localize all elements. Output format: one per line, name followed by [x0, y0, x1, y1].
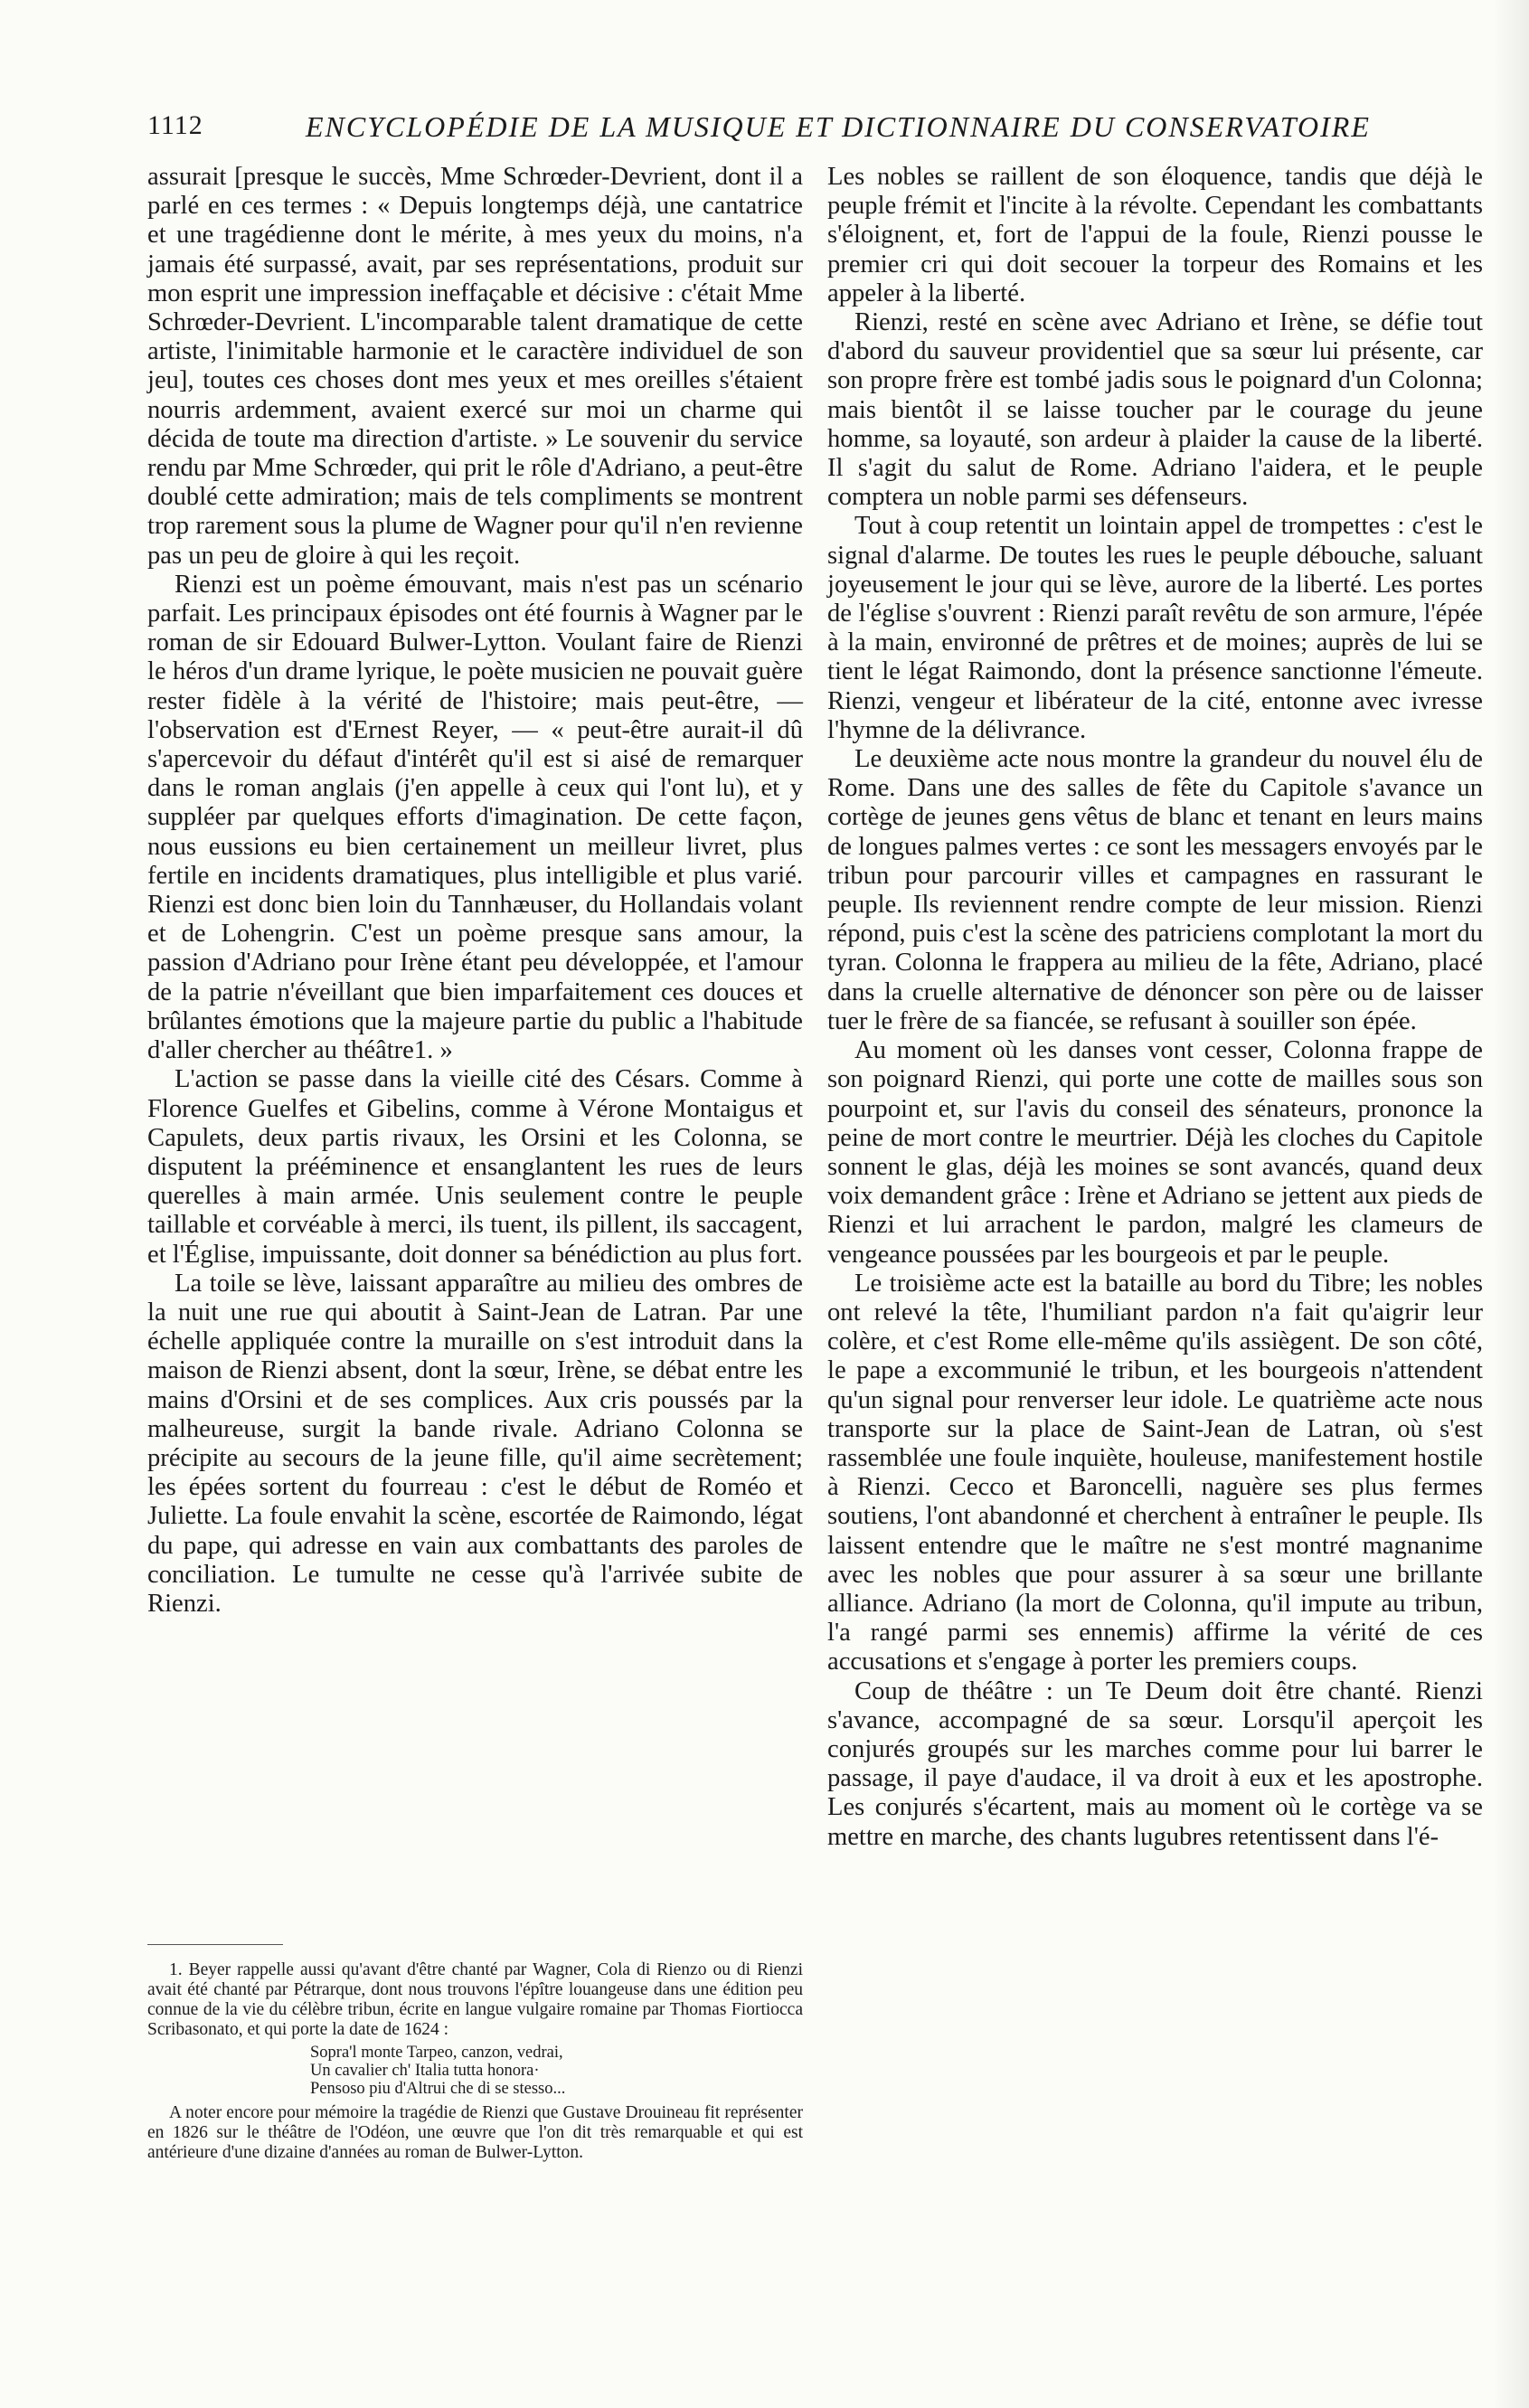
- footnote: 1. Beyer rappelle aussi qu'avant d'être chanté par Wagner, Cola di Rienzo ou di Rienzi avait été chanté par Pétrarque, dont nous trouvons l'épître louangeuse dans une édition peu connue de la vie du célèbre tribun, écrite en langue vulgaire romaine par Thomas Fiortiocca Scribasonato, et qui porte la date de 1624 :: [147, 1960, 803, 2039]
- left-column: [147, 163, 803, 1619]
- footnote-divider: [147, 1944, 283, 1945]
- paragraph: Le troisième acte est la bataille au bord du Tibre; les nobles ont relevé la tête, l'humiliant pardon n'a fait qu'aigrir leur colère, et c'est Rome elle-même qu'ils assiègent. De son côté, le pape a excommunié le tribun, et les bourgeois n'attendent qu'un signal pour renverser leur idole. Le quatrième acte nous transporte sur la place de Saint-Jean de Latran, où s'est rassemblée une foule inquiète, houleuse, manifestement hostile à Rienzi. Cecco et Baroncelli, naguère ses plus fermes soutiens, l'ont abandonné et cherchent à entraîner le peuple. Ils laissent entendre que le maître ne s'est montré magnanime avec les nobles que pour assurer à sa sœur une brillante alliance. Adriano (la mort de Colonna, qu'il impute au tribun, l'a rangé parmi ses ennemis) affirme la vérité de ces accusations et s'engage à porter les premiers coups.: [827, 1269, 1483, 1676]
- running-title: ENCYCLOPÉDIE DE LA MUSIQUE ET DICTIONNAIRE DU CONSERVATOIRE: [306, 110, 1371, 143]
- paragraph: Rienzi est un poème émouvant, mais n'est pas un scénario parfait. Les principaux épisodes ont été fournis à Wagner par le roman de sir Edouard Bulwer-Lytton. Voulant faire de Rienzi le héros d'un drame lyrique, le poète musicien ne pouvait guère rester fidèle à la vérité de l'histoire; mais peut-être, — l'observation est d'Ernest Reyer, — « peut-être aurait-il dû s'apercevoir du défaut d'intérêt qu'il est si aisé de remarquer dans le roman anglais (j'en appelle à ceux qui l'ont lu), et y suppléer par quelques efforts d'imagination. De cette façon, nous eussions eu bien certainement un meilleur livret, plus fertile en incidents dramatiques, plus intelligible et plus varié. Rienzi est donc bien loin du Tannhæuser, du Hollandais volant et de Lohengrin. C'est un poème presque sans amour, la passion d'Adriano pour Irène étant peu développée, et l'amour de la patrie n'éveillant que bien imparfaitement ces douces et brûlantes émotions que la majeure partie du public a l'habitude d'aller chercher au théâtre1. »: [147, 570, 803, 1065]
- paragraph: Le deuxième acte nous montre la grandeur du nouvel élu de Rome. Dans une des salles de fête du Capitole s'avance un cortège de jeunes gens vêtus de blanc et tenant en leurs mains de longues palmes vertes : ce sont les messagers envoyés par le tribun pour parcourir villes et campagnes en rassurant le peuple. Ils reviennent rendre compte de leur mission. Rienzi répond, puis c'est la scène des patriciens complotant la mort du tyran. Colonna le frappera au milieu de la fête, Adriano, placé dans la cruelle alternative de dénoncer son père ou de laisser tuer le frère de sa fiancée, se refusant à souiller son épée.: [827, 745, 1483, 1035]
- page-edge-shadow: [1493, 0, 1529, 2408]
- page-number: 1112: [147, 110, 203, 140]
- paragraph: L'action se passe dans la vieille cité des Césars. Comme à Florence Guelfes et Gibelins, comme à Vérone Montaigus et Capulets, deux partis rivaux, les Orsini et les Colonna, se disputent la prééminence et ensanglantent les rues de leurs querelles à main armée. Unis seulement contre le peuple taillable et corvéable à merci, ils tuent, ils pillent, ils saccagent, et l'Église, impuissante, doit donner sa bénédiction au plus fort.: [147, 1065, 803, 1269]
- paragraph: Rienzi, resté en scène avec Adriano et Irène, se défie tout d'abord du sauveur providentiel que sa sœur lui présente, car son propre frère est tombé jadis sous le poignard d'un Colonna; mais bientôt il se laisse toucher par le courage du jeune homme, sa loyauté, son ardeur à plaider la cause de la liberté. Il s'agit du salut de Rome. Adriano l'aidera, et le peuple comptera un noble parmi ses défenseurs.: [827, 308, 1483, 512]
- page-header: [147, 110, 1468, 146]
- verse-line: Pensoso piu d'Altrui che di se stesso...: [310, 2080, 566, 2098]
- footnotes: [147, 1960, 803, 2163]
- paragraph: assurait [presque le succès, Mme Schrœder-Devrient, dont il a parlé en ces termes : « Depuis longtemps déjà, une cantatrice et une tragédienne dont le mérite, à mes yeux du moins, n'a jamais été surpassé, avait, par ses représentations, produit sur mon esprit une impression ineffaçable et décisive : c'était Mme Schrœder-Devrient. L'incomparable talent dramatique de cette artiste, l'inimitable harmonie et le caractère individuel de son jeu], toutes ces choses dont mes yeux et mes oreilles s'étaient nourris ardemment, avaient exercé sur moi un charme qui décida de toute ma direction d'artiste. » Le souvenir du service rendu par Mme Schrœder, qui prit le rôle d'Adriano, a peut-être doublé cette admiration; mais de tels compliments se montrent trop rarement sous la plume de Wagner pour qu'il n'en revienne pas un peu de gloire à qui les reçoit.: [147, 163, 803, 570]
- right-column: [827, 163, 1483, 1852]
- paragraph: Au moment où les danses vont cesser, Colonna frappe de son poignard Rienzi, qui porte une cotte de mailles sous son pourpoint et, sur l'avis du conseil des sénateurs, prononce la peine de mort contre le meurtrier. Déjà les cloches du Capitole sonnent le glas, déjà les moines se sont avancés, quand deux voix demandent grâce : Irène et Adriano se jettent aux pieds de Rienzi et lui arrachent le pardon, malgré les clameurs de vengeance poussées par les bourgeois et par le peuple.: [827, 1036, 1483, 1269]
- paragraph: La toile se lève, laissant apparaître au milieu des ombres de la nuit une rue qui aboutit à Saint-Jean de Latran. Par une échelle appliquée contre la muraille on s'est introduit dans la maison de Rienzi absent, dont la sœur, Irène, se débat entre les mains d'Orsini et de ses complices. Aux cris poussés par la malheureuse, surgit la bande rivale. Adriano Colonna se précipite au secours de la jeune fille, qu'il aime secrètement; les épées sortent du fourreau : c'est le début de Roméo et Juliette. La foule envahit la scène, escortée de Raimondo, légat du pape, qui adresse en vain aux combattants des paroles de conciliation. Le tumulte ne cesse qu'à l'arrivée subite de Rienzi.: [147, 1269, 803, 1618]
- verse-line: Un cavalier ch' Italia tutta honora·: [310, 2062, 540, 2080]
- paragraph: Tout à coup retentit un lointain appel de trompettes : c'est le signal d'alarme. De toutes les rues le peuple débouche, saluant joyeusement le jour qui se lève, aurore de la liberté. Les portes de l'église s'ouvrent : Rienzi paraît revêtu de son armure, l'épée à la main, environné de prêtres et de moines; auprès de lui se tient le légat Raimondo, dont la présence sanctionne l'émeute. Rienzi, vengeur et libérateur de la cité, entonne avec ivresse l'hymne de la délivrance.: [827, 512, 1483, 744]
- footnote: A noter encore pour mémoire la tragédie de Rienzi que Gustave Drouineau fit représenter en 1826 sur le théâtre de l'Odéon, une œuvre que l'on dit très remarquable et qui est antérieure d'une dizaine d'années au roman de Bulwer-Lytton.: [147, 2103, 803, 2162]
- verse-line: Sopra'l monte Tarpeo, canzon, vedrai,: [310, 2044, 563, 2062]
- paragraph: Les nobles se raillent de son éloquence, tandis que déjà le peuple frémit et l'incite à la révolte. Cependant les combattants s'éloignent, et, fort de l'appui de la foule, Rienzi pousse le premier cri qui doit secouer la torpeur des Romains et les appeler à la liberté.: [827, 163, 1483, 307]
- footnote-verse: [310, 2044, 803, 2098]
- paragraph: Coup de théâtre : un Te Deum doit être chanté. Rienzi s'avance, accompagné de sa sœur. Lorsqu'il aperçoit les conjurés groupés sur les marches comme pour lui barrer le passage, il paye d'audace, il va droit à eux et les apostrophe. Les conjurés s'écartent, mais au moment où le cortège va se mettre en marche, des chants lugubres retentissent dans l'é-: [827, 1676, 1483, 1851]
